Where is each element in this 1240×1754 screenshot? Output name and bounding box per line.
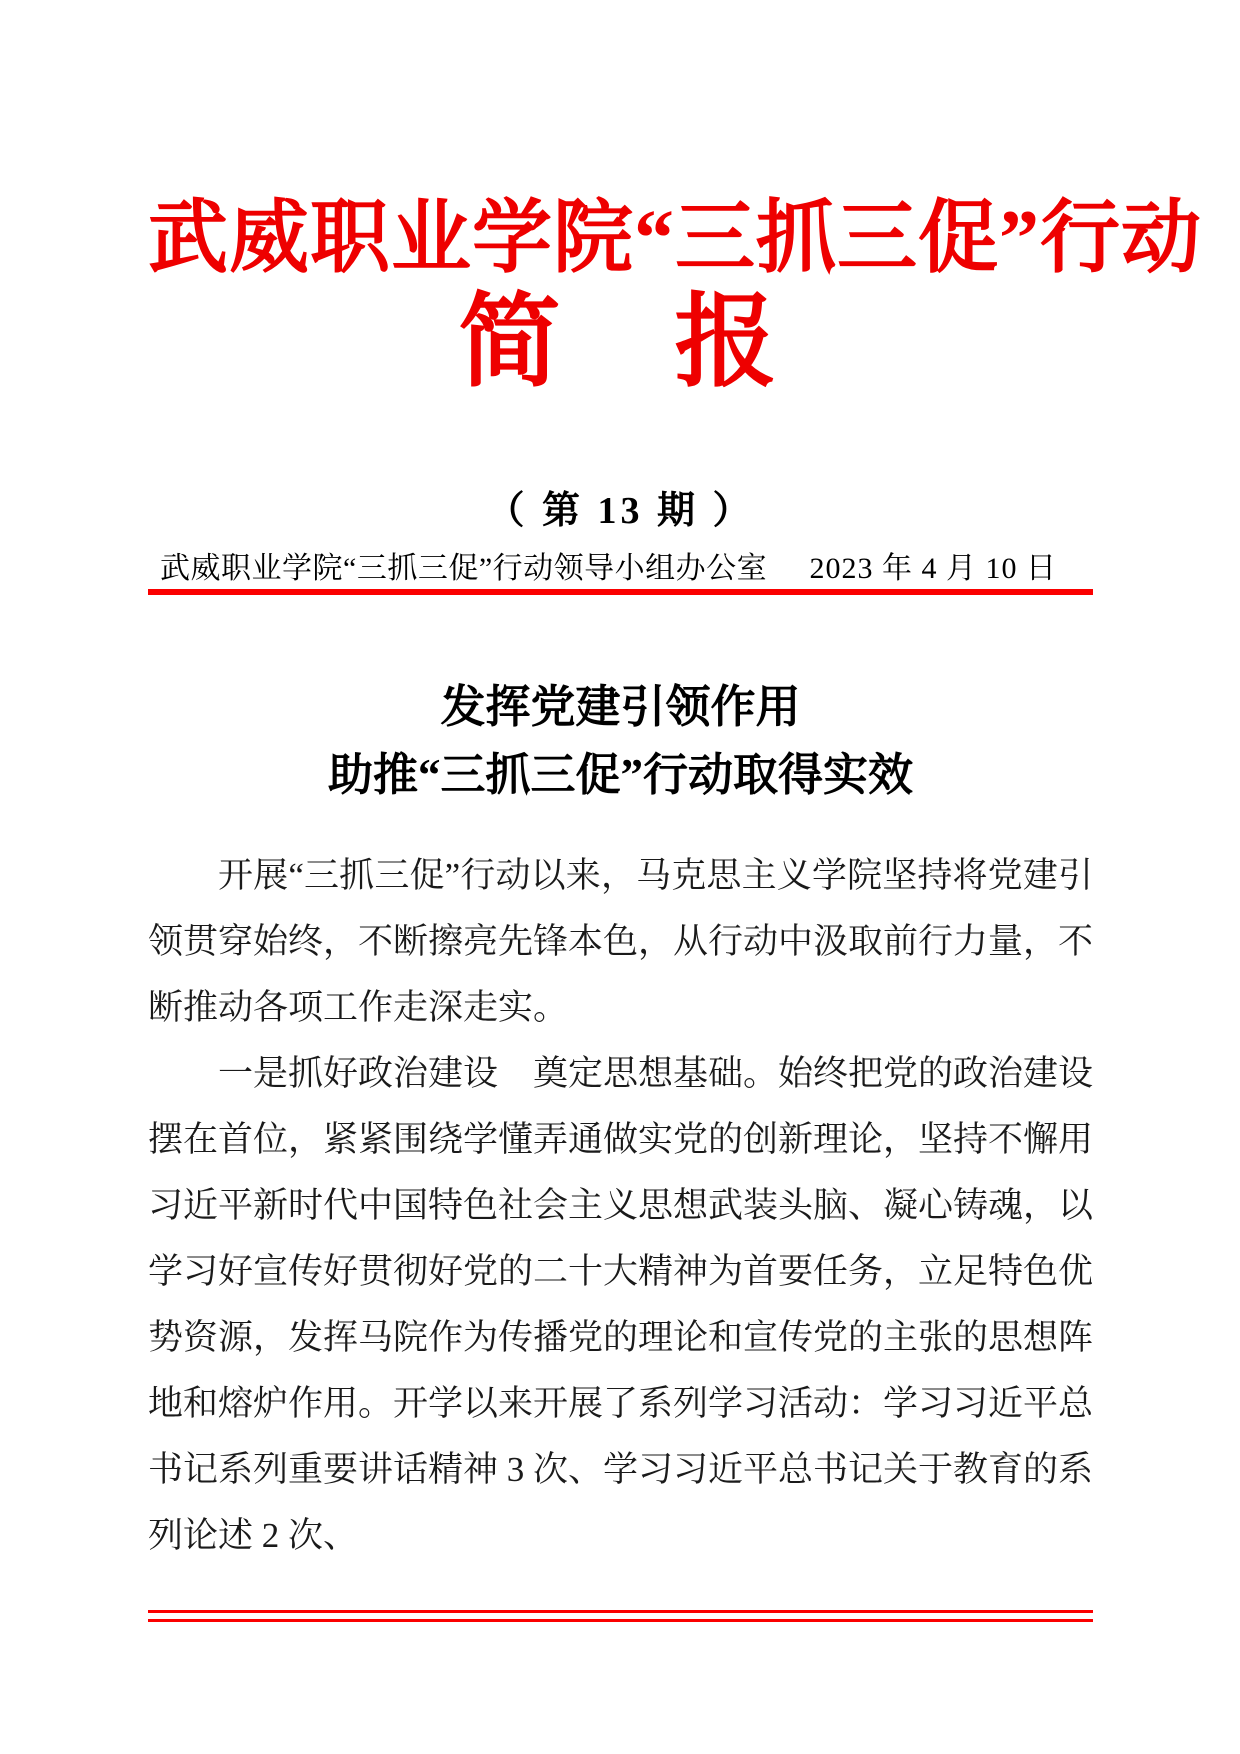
footer-double-rule <box>148 1610 1093 1622</box>
body-paragraph-1: 开展“三抓三促”行动以来，马克思主义学院坚持将党建引领贯穿始终，不断擦亮先锋本色，从行动中汲取前行力量，不断推动各项工作走深走实。 <box>148 856 1094 1027</box>
header-rule <box>148 589 1093 595</box>
article-title <box>148 673 1093 809</box>
issue-number: （ 第 13 期 ） <box>486 490 755 532</box>
issuer-row <box>148 552 1093 586</box>
body-paragraph-2: 一是抓好政治建设 奠定思想基础。始终把党的政治建设摆在首位，紧紧围绕学懂弄通做实党的创新理论，坚持不懈用习近平新时代中国特色社会主义思想武装头脑、凝心铸魂，以学习好宣传好贯彻好党的二十大精神为首要任务，立足特色优势资源，发挥马院作为传播党的理论和宣传党的主张的思想阵地和熔炉作用。开学以来开展了系列学习活动：学习习近平总书记系列重要讲话精神 3 次、学习习近平总书记关于教育的系列论述 2 次、 <box>148 1054 1094 1555</box>
article-title-line2: 助推“三抓三促”行动取得实效 <box>327 750 913 800</box>
issue-date: 2023 年 4 月 10 日 <box>809 552 1057 585</box>
article-title-line1: 发挥党建引领作用 <box>440 682 801 732</box>
masthead-title: 武威职业学院“三抓三促”行动 <box>148 195 1202 283</box>
article-body <box>148 843 1093 1569</box>
page-content <box>148 190 1202 1569</box>
issuer-name: 武威职业学院“三抓三促”行动领导小组办公室 <box>160 552 768 585</box>
bulletin-name: 简 报 <box>458 287 783 400</box>
